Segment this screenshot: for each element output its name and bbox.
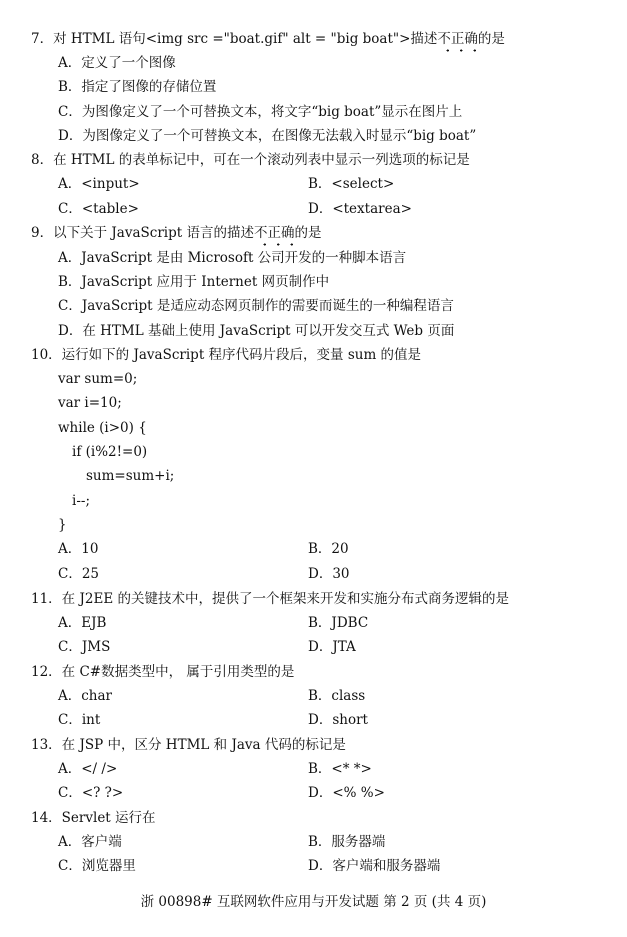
- question-9-stem: [31, 222, 321, 244]
- question-10-option-d: D．30: [308, 566, 350, 582]
- code-line-2: var i=10;: [58, 395, 122, 411]
- question-7-option-c: C．为图像定义了一个可替换文本，将文字“big boat”显示在图片上: [58, 104, 463, 120]
- code-line-6: i--;: [72, 493, 90, 509]
- question-8-option-b: B．<select>: [308, 176, 395, 192]
- question-14-option-c: C．浏览器里: [58, 858, 136, 874]
- question-10-option-a: A．10: [58, 541, 99, 557]
- question-8-option-a: A．<input>: [58, 176, 140, 192]
- question-9-option-a: A．JavaScript 是由 Microsoft 公司开发的一种脚本语言: [58, 250, 407, 266]
- page-footer: 浙 00898# 互联网软件应用与开发试题 第 2 页 (共 4 页): [140, 894, 487, 910]
- question-12-stem: 12．在 C#数据类型中， 属于引用类型的是: [31, 664, 295, 680]
- question-13-option-c: C．<? ?>: [58, 785, 124, 801]
- question-14-option-b: B．服务器端: [308, 834, 386, 850]
- question-12-option-a: A．char: [58, 688, 113, 704]
- question-7-option-a: A．定义了一个图像: [58, 55, 176, 71]
- code-line-7: }: [58, 517, 67, 533]
- question-8-option-d: D．<textarea>: [308, 201, 412, 217]
- question-8-option-c: C．<table>: [58, 201, 139, 217]
- question-10-option-b: B．20: [308, 541, 349, 557]
- question-8-stem: 8．在 HTML 的表单标记中，可在一个滚动列表中显示一列选项的标记是: [31, 152, 470, 168]
- question-12-option-b: B．class: [308, 688, 366, 704]
- question-9-option-b: B．JavaScript 应用于 Internet 网页制作中: [58, 274, 330, 290]
- question-14-stem: 14．Servlet 运行在: [31, 810, 156, 826]
- code-line-3: while (i>0) {: [58, 420, 147, 436]
- question-11-option-b: B．JDBC: [308, 615, 369, 631]
- question-11-option-a: A．EJB: [58, 615, 107, 631]
- question-7-stem: [31, 28, 505, 50]
- question-9-stem-text: 9．以下关于 JavaScript 语言的描述: [31, 225, 254, 241]
- question-7-option-b: B．指定了图像的存储位置: [58, 79, 217, 95]
- question-9-option-c: C．JavaScript 是适应动态网页制作的需要而诞生的一种编程语言: [58, 298, 454, 314]
- code-line-5: sum=sum+i;: [86, 468, 175, 484]
- code-line-1: var sum=0;: [58, 371, 138, 387]
- question-14-option-a: A．客户端: [58, 834, 122, 850]
- question-9-stem-end: 的是: [294, 225, 322, 241]
- question-7-emphasis: 不正确: [437, 28, 478, 50]
- question-12-option-d: D．short: [308, 712, 368, 728]
- question-13-option-b: B．<* *>: [308, 761, 372, 777]
- question-7-stem-end: 的是: [477, 31, 505, 47]
- question-11-option-c: C．JMS: [58, 639, 111, 655]
- question-13-option-d: D．<% %>: [308, 785, 385, 801]
- question-13-stem: 13．在 JSP 中，区分 HTML 和 Java 代码的标记是: [31, 737, 346, 753]
- question-13-option-a: A．</ />: [58, 761, 118, 777]
- question-10-option-c: C．25: [58, 566, 100, 582]
- question-9-emphasis: 不正确: [254, 222, 295, 244]
- question-11-stem: 11．在 J2EE 的关键技术中，提供了一个框架来开发和实施分布式商务逻辑的是: [31, 591, 509, 607]
- question-14-option-d: D．客户端和服务器端: [308, 858, 441, 874]
- code-line-4: if (i%2!=0): [72, 444, 148, 460]
- question-9-option-d: D．在 HTML 基础上使用 JavaScript 可以开发交互式 Web 页面: [58, 323, 455, 339]
- question-7-stem-text: 7．对 HTML 语句<img src ="boat.gif" alt = "big boat">描述: [31, 31, 438, 47]
- question-12-option-c: C．int: [58, 712, 101, 728]
- question-11-option-d: D．JTA: [308, 639, 356, 655]
- question-10-stem: 10．运行如下的 JavaScript 程序代码片段后，变量 sum 的值是: [31, 347, 422, 363]
- question-7-option-d: D．为图像定义了一个可替换文本，在图像无法载入时显示“big boat”: [58, 128, 477, 144]
